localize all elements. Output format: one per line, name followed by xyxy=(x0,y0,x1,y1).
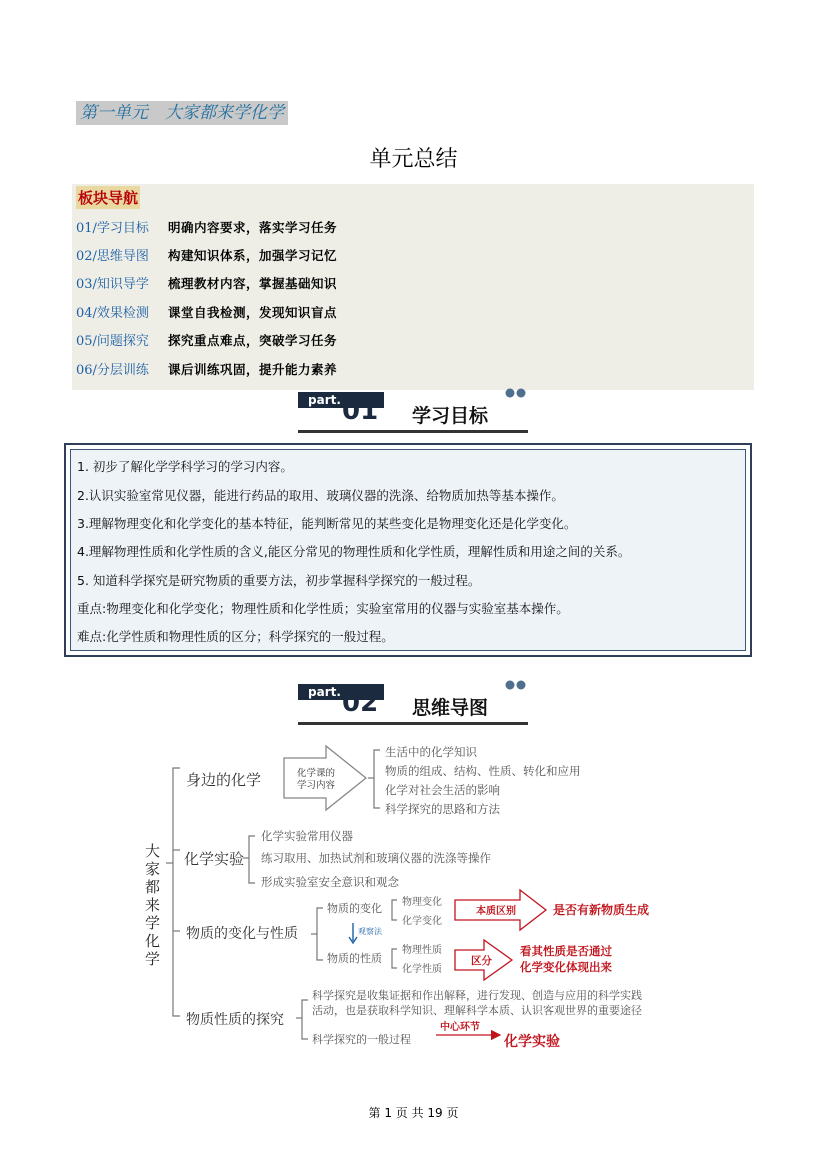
branch-label: 物质的变化与性质 xyxy=(186,926,298,942)
part-number: 02 xyxy=(342,688,379,718)
branch-label: 身边的化学 xyxy=(186,771,262,789)
branch-item: 形成实验室安全意识和观念 xyxy=(261,875,399,889)
result-text: 化学实验 xyxy=(504,1034,560,1050)
property-label: 物质的性质 xyxy=(327,952,382,965)
nav-item-code: 03/知识导学 xyxy=(76,277,149,292)
arrow-text: 中心环节 xyxy=(440,1022,480,1033)
document-title: 单元总结 xyxy=(369,147,458,172)
branch-item: 化学实验常用仪器 xyxy=(261,829,353,843)
goal-line: 重点:物理变化和化学变化；物理性质和化学性质；实验室常用的仪器与实验室基本操作。 xyxy=(77,601,569,616)
goal-line: 5. 知道科学探究是研究物质的重要方法，初步掌握科学探究的一般过程。 xyxy=(77,573,481,588)
dots-icon xyxy=(504,679,528,691)
nav-item-code: 04/效果检测 xyxy=(76,306,149,321)
part-name: 思维导图 xyxy=(412,697,489,719)
arrow-text: 本质区别 xyxy=(476,906,516,917)
page-footer: 第 1 页 共 19 页 xyxy=(368,1106,459,1120)
property-item: 化学性质 xyxy=(402,964,442,975)
nav-item-desc: 探究重点难点，突破学习任务 xyxy=(168,333,338,348)
nav-item-desc: 课后训练巩固，提升能力素养 xyxy=(168,362,338,377)
part-tag: part. xyxy=(308,393,341,407)
part-tag: part. xyxy=(308,685,341,699)
learning-goals-box xyxy=(64,443,752,657)
nav-item[interactable] xyxy=(76,331,337,351)
goal-line: 4.理解物理性质和化学性质的含义,能区分常见的物理性质和化学性质，理解性质和用途之间的关系。 xyxy=(77,544,631,559)
part-underline xyxy=(298,430,528,433)
nav-item-code: 02/思维导图 xyxy=(76,249,149,264)
goal-line: 难点:化学性质和物理性质的区分；科学探究的一般过程。 xyxy=(77,629,394,644)
branch-item: 科学探究是收集证据和作出解释，进行发现、创造与应用的科学实践 xyxy=(312,989,642,1002)
arrow-text: 学习内容 xyxy=(297,780,336,791)
branch-item: 科学探究的思路和方法 xyxy=(385,802,500,816)
result-text: 是否有新物质生成 xyxy=(553,903,650,917)
root-char: 来 xyxy=(145,896,161,914)
nav-item[interactable] xyxy=(76,303,337,323)
branch-item: 生活中的化学知识 xyxy=(385,745,477,759)
property-item: 物理性质 xyxy=(402,945,442,956)
mindmap-root xyxy=(145,842,160,968)
result-text: 看其性质是否通过 xyxy=(520,944,612,958)
process-label: 科学探究的一般过程 xyxy=(312,1033,411,1046)
branch-item: 物质的组成、结构、性质、转化和应用 xyxy=(385,764,581,778)
arrow-text: 区分 xyxy=(471,955,492,967)
nav-item-code: 06/分层训练 xyxy=(76,363,149,378)
change-label: 物质的变化 xyxy=(327,902,382,915)
part-number: 01 xyxy=(342,396,379,426)
root-char: 化 xyxy=(145,932,161,950)
section-navigation xyxy=(72,184,754,390)
nav-item[interactable] xyxy=(76,218,337,238)
root-char: 学 xyxy=(145,950,161,968)
root-char: 大 xyxy=(145,842,161,860)
change-item: 物理变化 xyxy=(402,897,442,908)
part-name: 学习目标 xyxy=(412,405,489,427)
nav-item[interactable] xyxy=(76,274,337,294)
part-underline xyxy=(298,722,528,725)
nav-item-desc: 梳理教材内容，掌握基础知识 xyxy=(168,276,338,291)
unit-title: 第一单元 大家都来学化学 xyxy=(76,101,288,125)
nav-item-desc: 明确内容要求，落实学习任务 xyxy=(168,220,338,235)
result-text: 化学变化体现出来 xyxy=(520,960,612,974)
part1-banner xyxy=(298,392,528,436)
goal-line: 3.理解物理变化和化学变化的基本特征，能判断常见的某些变化是物理变化还是化学变化。 xyxy=(77,516,577,531)
change-item: 化学变化 xyxy=(402,916,442,927)
mind-map xyxy=(140,738,710,1058)
nav-item[interactable] xyxy=(76,246,337,266)
branch-item: 化学对社会生活的影响 xyxy=(385,783,500,797)
nav-heading: 板块导航 xyxy=(76,186,140,209)
nav-item-code: 05/问题探究 xyxy=(76,334,149,349)
method-label: 观察法 xyxy=(358,927,382,936)
root-char: 家 xyxy=(145,860,161,878)
nav-item-desc: 构建知识体系，加强学习记忆 xyxy=(168,248,338,263)
part2-banner xyxy=(298,684,528,728)
learning-goals-inner xyxy=(70,449,746,651)
nav-item[interactable] xyxy=(76,360,337,380)
goal-line: 1. 初步了解化学学科学习的学习内容。 xyxy=(77,459,293,474)
branch-label: 物质性质的探究 xyxy=(186,1012,284,1028)
root-char: 都 xyxy=(145,878,161,896)
nav-item-desc: 课堂自我检测，发现知识盲点 xyxy=(168,305,338,320)
dots-icon xyxy=(504,387,528,399)
goal-line: 2.认识实验室常见仪器，能进行药品的取用、玻璃仪器的洗涤、给物质加热等基本操作。 xyxy=(77,488,564,503)
root-char: 学 xyxy=(145,914,161,932)
arrow-text: 化学课的 xyxy=(297,768,336,779)
branch-label: 化学实验 xyxy=(184,850,245,868)
branch-item: 活动，也是获取科学知识、理解科学本质、认识客观世界的重要途径 xyxy=(312,1004,642,1017)
branch-item: 练习取用、加热试剂和玻璃仪器的洗涤等操作 xyxy=(261,851,491,865)
nav-item-code: 01/学习目标 xyxy=(76,221,149,236)
